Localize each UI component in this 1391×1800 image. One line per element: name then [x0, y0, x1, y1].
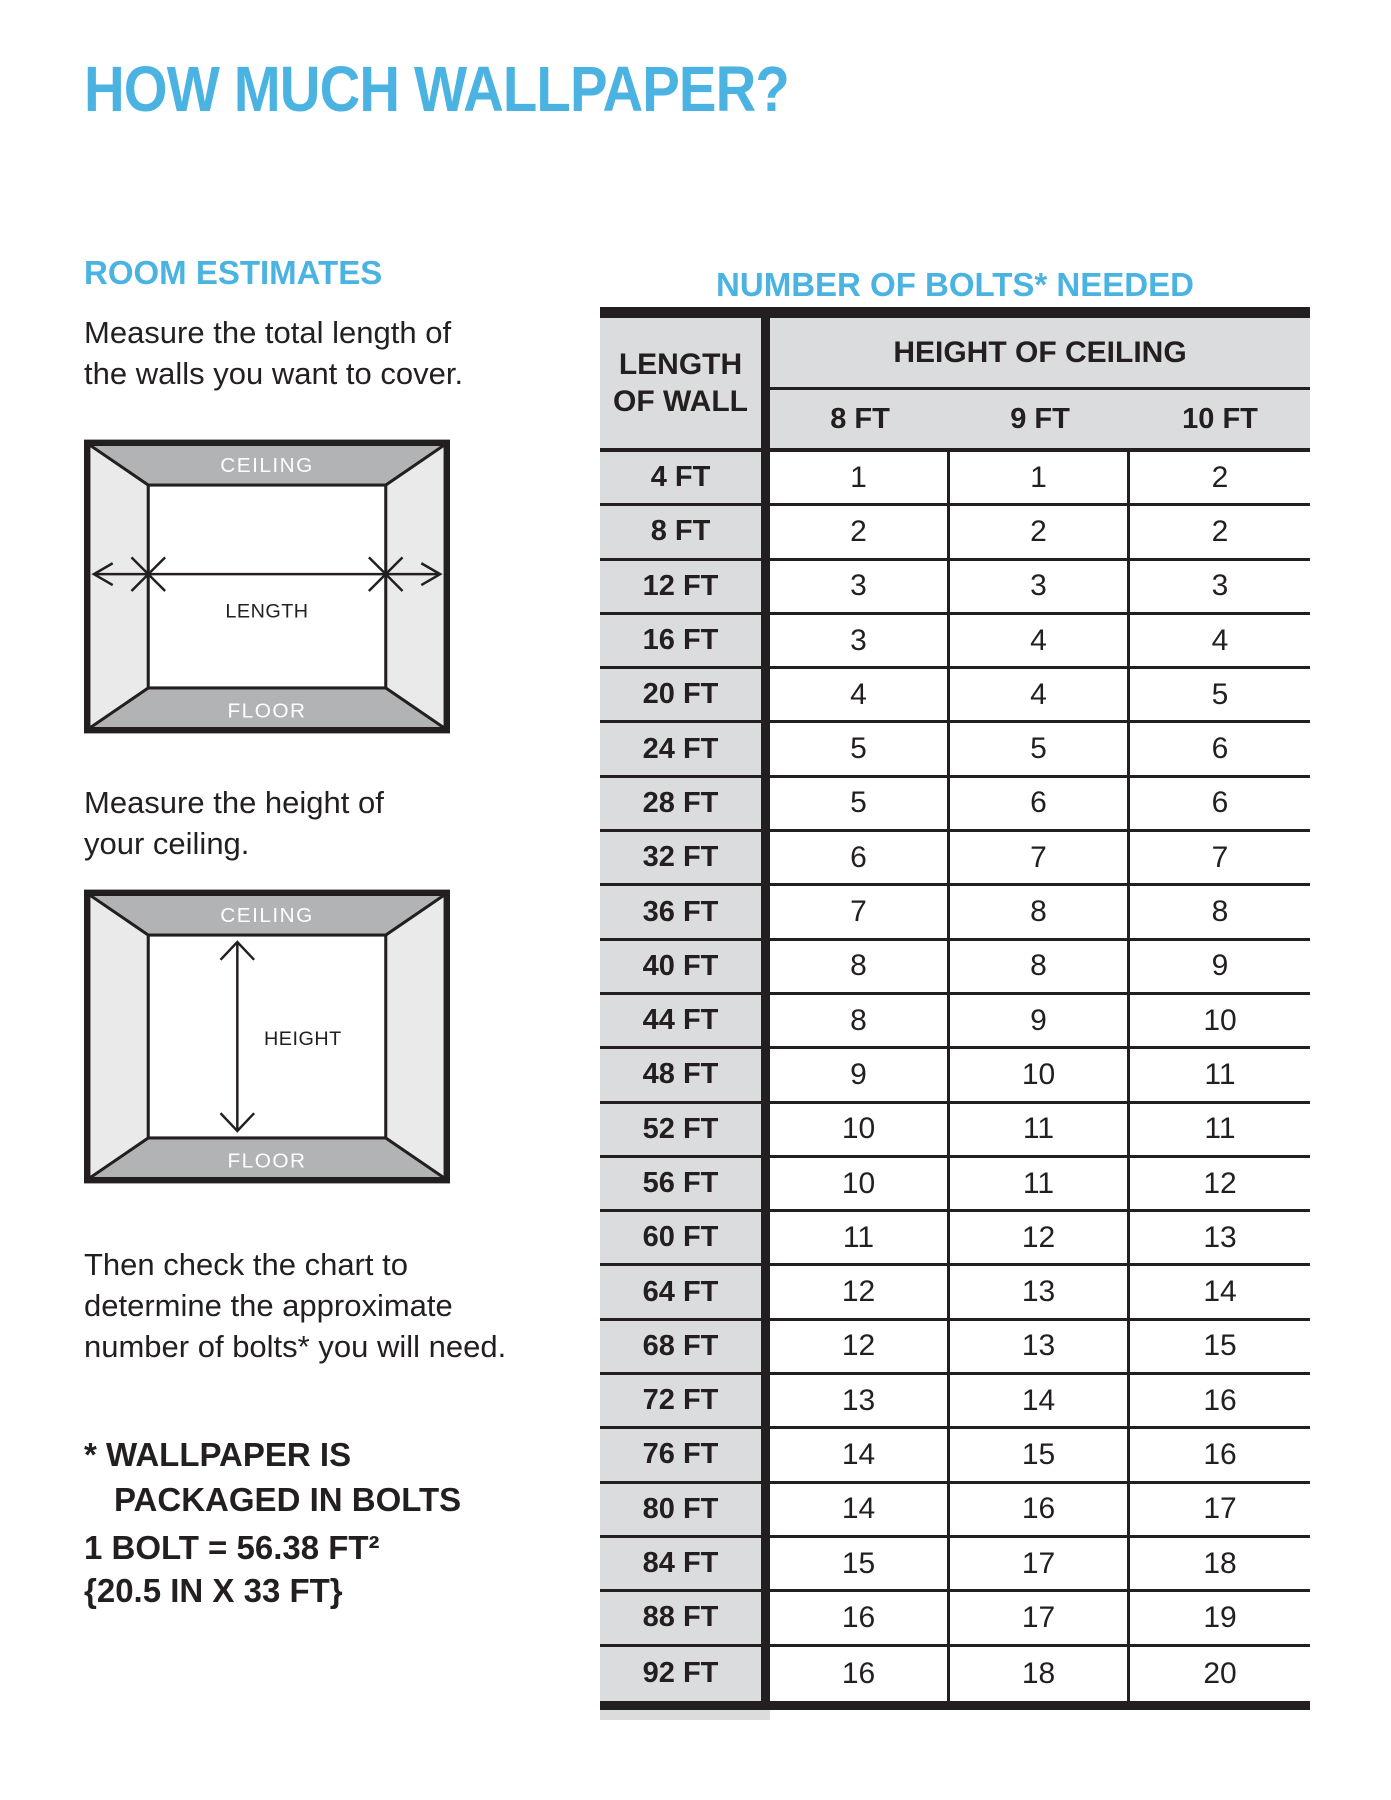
room-length-diagram: [84, 438, 450, 735]
bolts-count-cell: 15: [770, 1538, 950, 1592]
wallpaper-bolts-footnote: [84, 1432, 461, 1522]
bolts-count-cell: 6: [1130, 723, 1310, 777]
bolts-count-cell: 5: [770, 723, 950, 777]
bolts-count-cell: 3: [1130, 561, 1310, 615]
wall-length-cell: 28 FT: [600, 778, 770, 832]
bolts-count-cell: 2: [950, 506, 1130, 560]
bolts-count-cell: 12: [1130, 1158, 1310, 1212]
bolts-count-cell: 14: [770, 1484, 950, 1538]
bolts-count-cell: 9: [1130, 941, 1310, 995]
instruction-line: number of bolts* you will need.: [84, 1329, 507, 1364]
bolts-count-cell: 8: [950, 886, 1130, 940]
bolts-count-cell: 13: [770, 1375, 950, 1429]
wall-length-cell: 52 FT: [600, 1104, 770, 1158]
bolts-count-cell: 2: [1130, 452, 1310, 506]
page-title: HOW MUCH WALLPAPER?: [84, 53, 789, 125]
instruction-check-chart: [84, 1244, 506, 1367]
wall-length-cell: 80 FT: [600, 1484, 770, 1538]
bolts-count-cell: 9: [770, 1049, 950, 1103]
bolts-count-cell: 11: [950, 1104, 1130, 1158]
length-label: LENGTH: [225, 600, 309, 623]
ceiling-label: CEILING: [220, 904, 314, 928]
instruction-line: your ceiling.: [84, 826, 250, 861]
column-header-10ft: 10 FT: [1130, 390, 1310, 452]
bolts-count-cell: 15: [1130, 1321, 1310, 1375]
bolts-count-cell: 4: [770, 669, 950, 723]
height-of-ceiling-header: HEIGHT OF CEILING: [770, 318, 1310, 390]
bolts-count-cell: 16: [950, 1484, 1130, 1538]
bolts-count-cell: 8: [770, 995, 950, 1049]
bolts-count-cell: 10: [770, 1158, 950, 1212]
bolts-count-cell: 18: [950, 1647, 1130, 1701]
bolts-count-cell: 12: [770, 1266, 950, 1320]
column-header-8ft: 8 FT: [770, 390, 950, 452]
bolts-count-cell: 6: [1130, 778, 1310, 832]
bolts-count-cell: 14: [950, 1375, 1130, 1429]
left-wall: [89, 895, 148, 1179]
bolts-count-cell: 7: [770, 886, 950, 940]
bolts-count-cell: 13: [950, 1266, 1130, 1320]
length-of-wall-header: [600, 318, 770, 452]
bolts-count-cell: 8: [950, 941, 1130, 995]
bolts-count-cell: 5: [950, 723, 1130, 777]
wall-length-cell: 24 FT: [600, 723, 770, 777]
bolts-count-cell: 3: [950, 561, 1130, 615]
bolts-count-cell: 11: [770, 1212, 950, 1266]
wall-length-cell: 36 FT: [600, 886, 770, 940]
height-label: HEIGHT: [264, 1027, 342, 1050]
wall-length-cell: 8 FT: [600, 506, 770, 560]
bolts-count-cell: 2: [1130, 506, 1310, 560]
right-wall: [386, 895, 445, 1179]
table-bottom-gray-strip: [600, 1710, 770, 1720]
bolts-count-cell: 1: [950, 452, 1130, 506]
left-wall: [89, 445, 148, 729]
bolts-count-cell: 10: [950, 1049, 1130, 1103]
bolts-count-cell: 13: [950, 1321, 1130, 1375]
table-bottom-border: [600, 1701, 1310, 1710]
wall-length-cell: 40 FT: [600, 941, 770, 995]
bolt-size-info: [84, 1526, 380, 1612]
wall-length-cell: 48 FT: [600, 1049, 770, 1103]
instruction-line: Measure the height of: [84, 785, 384, 820]
bolts-count-cell: 6: [950, 778, 1130, 832]
room-estimates-heading: ROOM ESTIMATES: [84, 254, 383, 291]
bolts-count-cell: 4: [1130, 615, 1310, 669]
bolts-table-grid: [600, 318, 1310, 1701]
bolts-count-cell: 7: [1130, 832, 1310, 886]
wall-length-cell: 92 FT: [600, 1647, 770, 1701]
header-line: LENGTH: [618, 348, 743, 381]
bolts-count-cell: 11: [1130, 1049, 1310, 1103]
wall-length-cell: 4 FT: [600, 452, 770, 506]
bolts-needed-heading: NUMBER OF BOLTS* NEEDED: [716, 266, 1194, 303]
table-top-border: [600, 307, 1310, 318]
bolts-count-cell: 17: [950, 1538, 1130, 1592]
bolts-count-cell: 1: [770, 452, 950, 506]
bolts-table: [600, 307, 1310, 1720]
header-line: OF WALL: [613, 385, 748, 418]
wall-length-cell: 64 FT: [600, 1266, 770, 1320]
bolts-count-cell: 4: [950, 615, 1130, 669]
wall-length-cell: 60 FT: [600, 1212, 770, 1266]
wall-length-cell: 16 FT: [600, 615, 770, 669]
bolts-count-cell: 3: [770, 561, 950, 615]
ceiling-label: CEILING: [220, 454, 314, 478]
bolts-count-cell: 13: [1130, 1212, 1310, 1266]
bolts-count-cell: 16: [1130, 1429, 1310, 1483]
back-wall: [148, 485, 385, 688]
bolts-count-cell: 5: [770, 778, 950, 832]
bolts-count-cell: 8: [770, 941, 950, 995]
instruction-measure-length: [84, 312, 463, 394]
wall-length-cell: 44 FT: [600, 995, 770, 1049]
bolts-count-cell: 16: [770, 1592, 950, 1646]
wall-length-cell: 72 FT: [600, 1375, 770, 1429]
bolts-count-cell: 14: [770, 1429, 950, 1483]
bolts-count-cell: 11: [1130, 1104, 1310, 1158]
bolts-count-cell: 17: [1130, 1484, 1310, 1538]
bolts-count-cell: 19: [1130, 1592, 1310, 1646]
footnote-line: PACKAGED IN BOLTS: [114, 1481, 462, 1518]
instruction-line: Then check the chart to: [84, 1247, 408, 1282]
floor-label: FLOOR: [227, 699, 307, 723]
footnote-line: * WALLPAPER IS: [84, 1436, 352, 1473]
bolts-count-cell: 8: [1130, 886, 1310, 940]
bolts-count-cell: 4: [950, 669, 1130, 723]
bolts-count-cell: 16: [1130, 1375, 1310, 1429]
bolts-count-cell: 2: [770, 506, 950, 560]
room-height-diagram: [84, 888, 450, 1185]
wall-length-cell: 12 FT: [600, 561, 770, 615]
bolts-count-cell: 12: [770, 1321, 950, 1375]
bolt-size-line: {20.5 IN X 33 FT}: [84, 1572, 343, 1609]
bolts-count-cell: 5: [1130, 669, 1310, 723]
bolt-size-line: 1 BOLT = 56.38 FT²: [84, 1529, 380, 1566]
bolts-count-cell: 17: [950, 1592, 1130, 1646]
wall-length-cell: 76 FT: [600, 1429, 770, 1483]
bolts-count-cell: 10: [1130, 995, 1310, 1049]
bolts-count-cell: 15: [950, 1429, 1130, 1483]
wall-length-cell: 32 FT: [600, 832, 770, 886]
bolts-count-cell: 9: [950, 995, 1130, 1049]
column-header-9ft: 9 FT: [950, 390, 1130, 452]
wall-length-cell: 88 FT: [600, 1592, 770, 1646]
bolts-count-cell: 12: [950, 1212, 1130, 1266]
wall-length-cell: 56 FT: [600, 1158, 770, 1212]
bolts-count-cell: 14: [1130, 1266, 1310, 1320]
bolts-count-cell: 7: [950, 832, 1130, 886]
bolts-count-cell: 20: [1130, 1647, 1310, 1701]
bolts-count-cell: 11: [950, 1158, 1130, 1212]
right-wall: [386, 445, 445, 729]
instruction-line: the walls you want to cover.: [84, 356, 464, 391]
instruction-line: Measure the total length of: [84, 315, 452, 350]
bolts-count-cell: 10: [770, 1104, 950, 1158]
bolts-count-cell: 6: [770, 832, 950, 886]
wall-length-cell: 68 FT: [600, 1321, 770, 1375]
bolts-count-cell: 3: [770, 615, 950, 669]
bolts-count-cell: 16: [770, 1647, 950, 1701]
wall-length-cell: 84 FT: [600, 1538, 770, 1592]
bolts-count-cell: 18: [1130, 1538, 1310, 1592]
instruction-line: determine the approximate: [84, 1288, 453, 1323]
wall-length-cell: 20 FT: [600, 669, 770, 723]
floor-label: FLOOR: [227, 1149, 307, 1173]
instruction-measure-height: [84, 782, 384, 864]
